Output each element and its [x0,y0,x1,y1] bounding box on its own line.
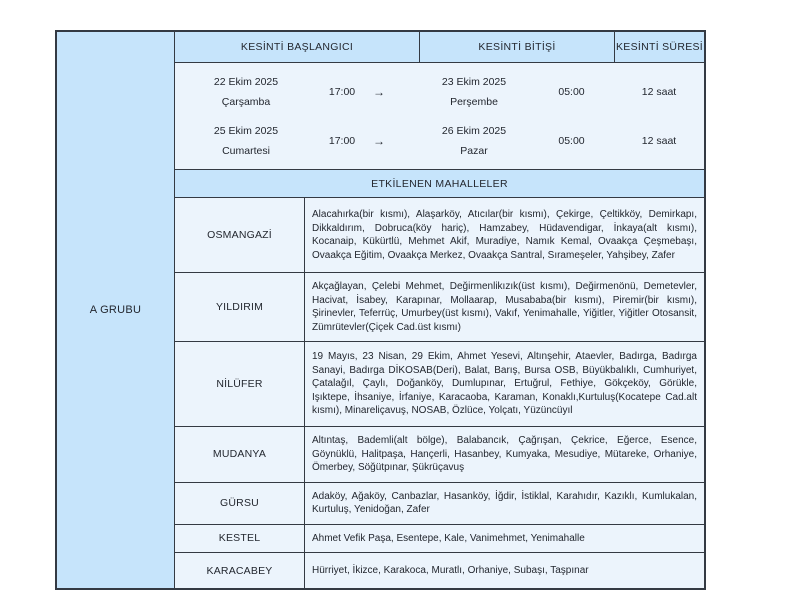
neighborhood-text: Hürriyet, İkizce, Karakoca, Muratlı, Orhaniye, Subaşı, Taşpınar [312,564,589,576]
end-date-block-1 [419,72,529,112]
group-label: A GRUBU [89,304,142,316]
table-header-row [175,32,704,63]
header-outage-end: KESİNTİ BİTİŞİ [419,32,614,62]
start-date-2: 25 Ekim 2025 [213,124,279,137]
neighborhood-text: Adaköy, Ağaköy, Canbazlar, Hasanköy, İğdir, İstiklal, Karahıdır, Kazıklı, Kumlukalan, Kurtuluş, Yenidoğan, Zafer [312,490,697,515]
start-day-1: Çarşamba [221,95,271,108]
affected-neighborhoods-header: ETKİLENEN MAHALLELER [175,170,704,198]
neighborhood-text: Akçağlayan, Çelebi Mehmet, Değirmenlikızık(üst kısmı), Değirmenönü, Demetevler, Hacivat, İsabey, Karapınar, Mollaarap, Musababa(bir kısmı), Piremir(bir kısmı), Şirinevler, Teferrüç, Umurbey(üst kısmı), Vakıf, Yenimahalle, Yiğitler, Yiğitler Otosansit, Zümrütevler(Çiçek Cad.üst kısmı) [312,281,697,333]
end-day-1: Perşembe [450,95,498,108]
district-neighborhood-list [305,525,704,553]
schedule-row-2 [175,116,704,165]
duration-1: 12 saat [641,85,677,98]
district-neighborhood-list [305,427,704,482]
district-neighborhood-list [305,342,704,426]
neighborhood-text: 19 Mayıs, 23 Nisan, 29 Ekim, Ahmet Yesevi, Altınşehir, Ataevler, Badırga, Badırga Sanayi, Badırga DİKOSAB(Deri), Balat, Barış, Bursa OSB, Büyükbalıklı, Cumhuriyet, Çatalağıl, Çaylı, Doğanköy, Dumlupınar, Ertuğrul, Fethiye, Gökçeköy, Görükle, Işıktepe, İhsaniye, İrfaniye, Karacaoba, Karaman, Konaklı,Kurtuluş(Kocatepe Cad.alt kısmı), Minareliçavuş, NOSAB, Özlüce, Yolçatı, Yüzüncüyıl [312,351,697,417]
district-row-gursu [175,483,704,525]
start-date-block-2 [175,121,317,161]
arrow-right-icon: → [373,84,385,99]
group-column-cell [57,32,175,588]
district-name: KARACABEY [175,553,305,588]
district-neighborhood-list [305,553,704,588]
start-date-block-1 [175,72,317,112]
start-time-2: 17:00 [328,134,356,147]
outage-schedule-table [55,30,706,590]
district-name: NİLÜFER [175,342,305,426]
district-neighborhood-list [305,273,704,341]
end-time-1: 05:00 [558,85,585,98]
end-day-2: Pazar [460,144,488,157]
district-row-nilufer [175,342,704,427]
end-date-block-2 [419,121,529,161]
schedule-block [175,63,704,170]
district-row-mudanya [175,427,704,483]
start-date-1: 22 Ekim 2025 [213,75,279,88]
end-date-2: 26 Ekim 2025 [441,124,507,137]
start-time-1: 17:00 [328,85,356,98]
district-row-yildirim [175,273,704,342]
district-name: YILDIRIM [175,273,305,341]
end-date-1: 23 Ekim 2025 [441,75,507,88]
table-main-column [175,32,704,588]
district-name: GÜRSU [175,483,305,524]
header-outage-start: KESİNTİ BAŞLANGICI [240,41,354,53]
schedule-row-1 [175,67,704,116]
district-name: KESTEL [175,525,305,553]
neighborhood-text: Altıntaş, Bademli(alt bölge), Balabancık, Çağrışan, Çekrice, Eğerce, Esence, Göynüklü, Halitpaşa, Hançerli, Hasanbey, Kumyaka, Mesudiye, Mütareke, Orhaniye, Ömerbey, Söğütpınar, Şükrüçavuş [312,435,697,473]
district-name: OSMANGAZİ [175,198,305,272]
header-outage-duration: KESİNTİ SÜRESİ [614,32,704,62]
neighborhood-text: Alacahırka(bir kısmı), Alaşarköy, Atıcılar(bir kısmı), Çekirge, Çeltikköy, Demirkapı, Dikkaldırım, Dobruca(köy hariç), Hamzabey, Hüdavendigar, İnkaya(alt kısmı), Kocanaip, Kükürtlü, Mehmet Akif, Muradiye, Namık Kemal, Ovaakça Çeşmebaşı, Ovaakça Eğitim, Ovaakça Merkez, Ovaakça Santral, Sırameşeler, Yahşibey, Zafer [312,209,697,261]
district-neighborhood-list [305,483,704,524]
district-row-karacabey [175,553,704,588]
start-day-2: Cumartesi [222,144,270,157]
arrow-right-icon: → [373,133,385,148]
district-name: MUDANYA [175,427,305,482]
neighborhood-text: Ahmet Vefik Paşa, Esentepe, Kale, Vanimehmet, Yenimahalle [312,532,585,544]
district-row-kestel [175,525,704,554]
end-time-2: 05:00 [558,134,585,147]
district-neighborhood-list [305,198,704,272]
district-row-osmangazi [175,198,704,273]
duration-2: 12 saat [641,134,677,147]
